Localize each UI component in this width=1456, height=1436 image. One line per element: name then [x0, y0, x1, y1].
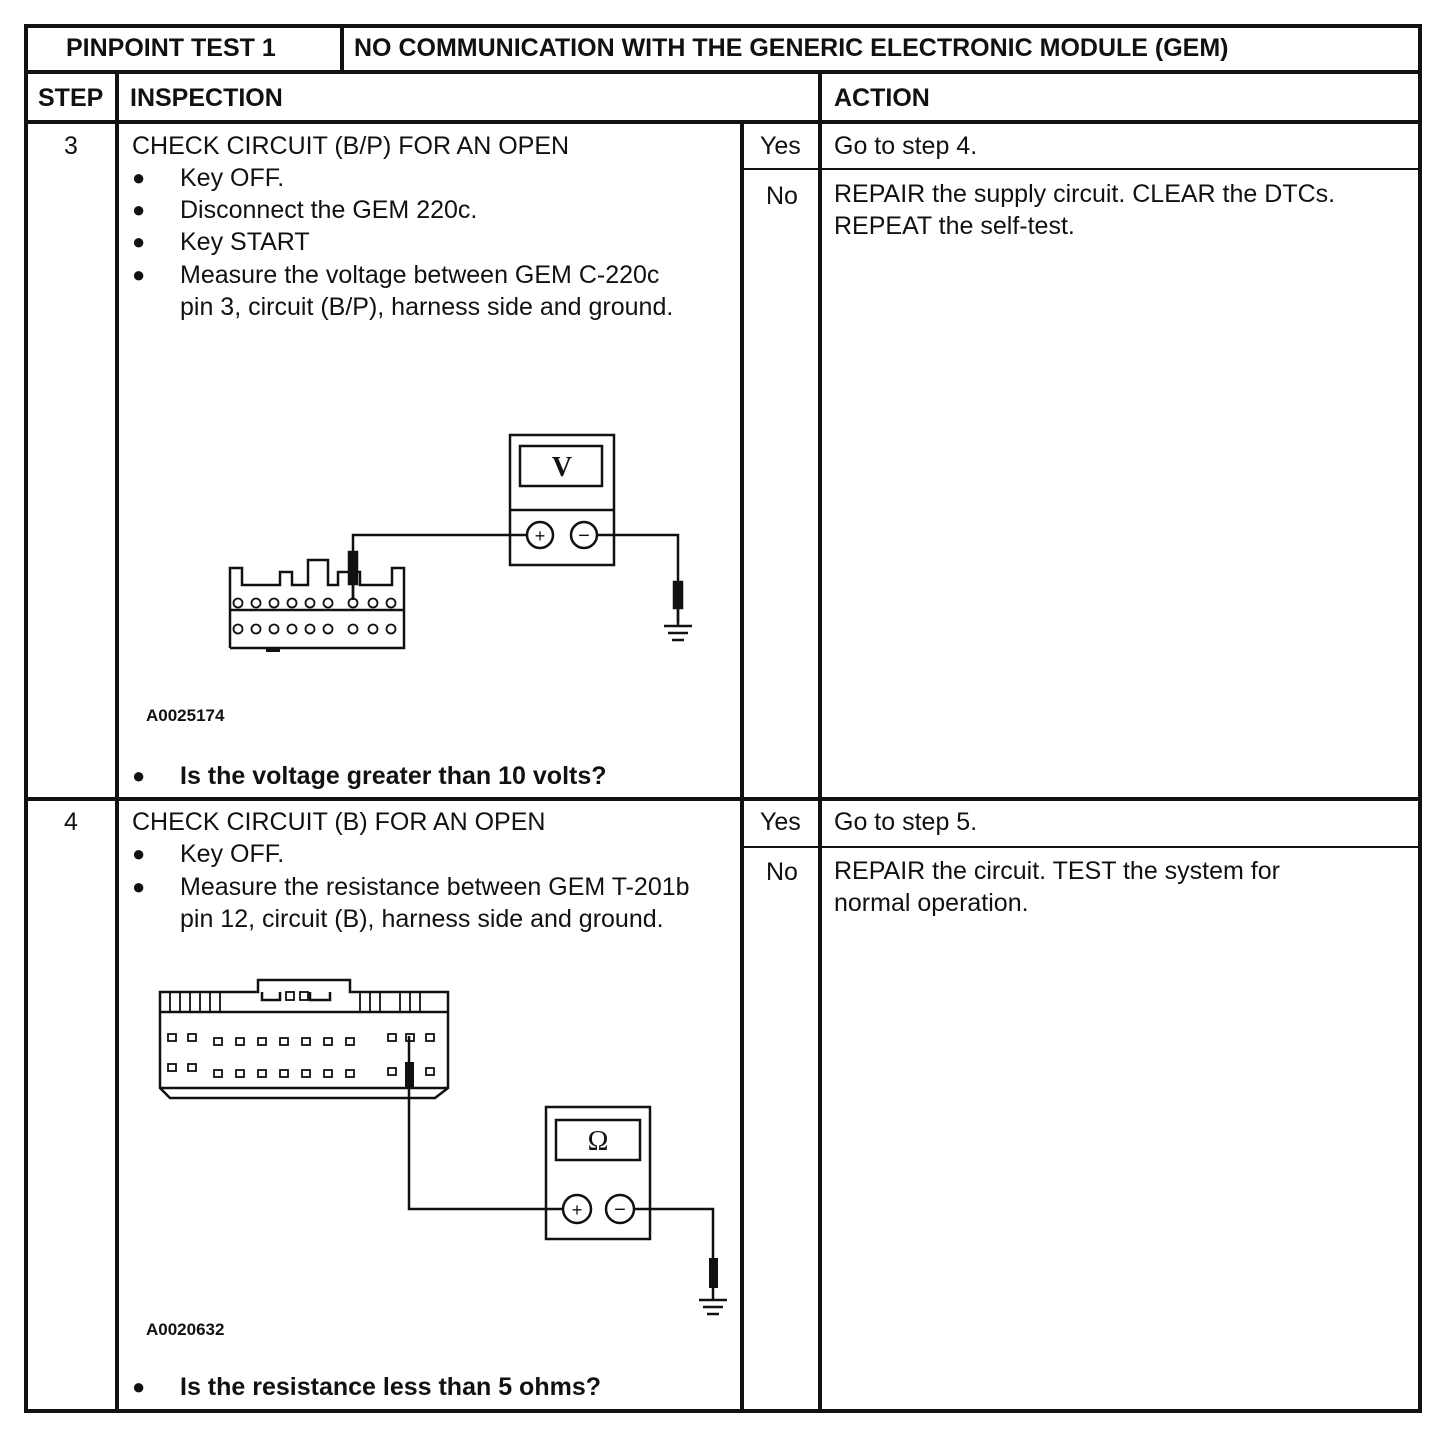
bullet-icon: ●: [132, 763, 146, 788]
ohmmeter-connector-diagram: [150, 970, 750, 1330]
yes-action: Go to step 4.: [834, 132, 978, 160]
column-header-divider: [24, 120, 1422, 124]
step-title: CHECK CIRCUIT (B) FOR AN OPEN: [132, 808, 546, 836]
no-action-line: REPAIR the supply circuit. CLEAR the DTCs.: [834, 180, 1336, 208]
list-item-continuation: pin 12, circuit (B), harness side and ground.: [180, 905, 664, 933]
negative-lead: [634, 1209, 713, 1264]
test-id: PINPOINT TEST 1: [66, 34, 276, 62]
plus-sign: +: [571, 1200, 583, 1220]
table-border-top: [24, 24, 1422, 28]
list-item: Disconnect the GEM 220c.: [180, 196, 478, 224]
column-header-inspection: INSPECTION: [130, 84, 283, 112]
step-question: Is the voltage greater than 10 volts?: [180, 762, 607, 790]
list-item: Measure the voltage between GEM C-220c: [180, 261, 660, 289]
voltmeter-symbol: V: [551, 452, 573, 483]
test-title: NO COMMUNICATION WITH THE GENERIC ELECTRONIC MODULE (GEM): [354, 34, 1229, 62]
step-number: 3: [64, 132, 78, 160]
positive-lead: [353, 535, 527, 598]
minus-sign: −: [578, 525, 590, 547]
step-column-divider: [115, 70, 119, 1413]
header-row-divider: [24, 70, 1422, 74]
step-row-divider: [24, 797, 1422, 801]
table-border-bottom: [24, 1409, 1422, 1413]
yes-no-divider-step3: [742, 168, 1420, 170]
figure-code: A0020632: [146, 1320, 225, 1339]
minus-sign: −: [614, 1199, 626, 1221]
table-border-right: [1418, 24, 1422, 1413]
no-label: No: [766, 182, 798, 210]
step-question: Is the resistance less than 5 ohms?: [180, 1373, 601, 1401]
yes-label: Yes: [760, 808, 801, 836]
yes-action: Go to step 5.: [834, 808, 978, 836]
figure-code: A0025174: [146, 706, 225, 725]
bullet-icon: ●: [132, 197, 146, 222]
action-column-divider: [818, 70, 822, 1413]
no-action-line: normal operation.: [834, 889, 1029, 917]
ground-probe: [709, 1258, 718, 1288]
yes-no-divider-step4: [742, 846, 1420, 848]
negative-lead: [597, 535, 678, 622]
plus-sign: +: [534, 526, 546, 546]
no-action-line: REPAIR the circuit. TEST the system for: [834, 857, 1280, 885]
bullet-icon: ●: [132, 874, 146, 899]
table-border-left: [24, 24, 28, 1413]
list-item: Measure the resistance between GEM T-201b: [180, 873, 690, 901]
step-title: CHECK CIRCUIT (B/P) FOR AN OPEN: [132, 132, 570, 160]
probe-tip: [405, 1062, 414, 1088]
bullet-icon: ●: [132, 229, 146, 254]
bullet-icon: ●: [132, 841, 146, 866]
connector-housing: [160, 980, 448, 1098]
no-label: No: [766, 858, 798, 886]
column-header-action: ACTION: [834, 84, 930, 112]
bullet-icon: ●: [132, 262, 146, 287]
header-divider: [340, 24, 344, 72]
list-item: Key OFF.: [180, 164, 285, 192]
step-number: 4: [64, 808, 78, 836]
no-action-line: REPEAT the self-test.: [834, 212, 1075, 240]
probe-tip: [349, 552, 357, 584]
bullet-icon: ●: [132, 165, 146, 190]
positive-lead: [409, 1036, 563, 1209]
list-item: Key START: [180, 228, 310, 256]
list-item-continuation: pin 3, circuit (B/P), harness side and ground.: [180, 293, 674, 321]
ground-probe: [674, 582, 682, 608]
voltmeter-connector-diagram: [220, 430, 680, 690]
bullet-icon: ●: [132, 1374, 146, 1399]
yes-label: Yes: [760, 132, 801, 160]
column-header-step: STEP: [38, 84, 104, 112]
list-item: Key OFF.: [180, 840, 285, 868]
ohmmeter-symbol: Ω: [587, 1126, 609, 1157]
